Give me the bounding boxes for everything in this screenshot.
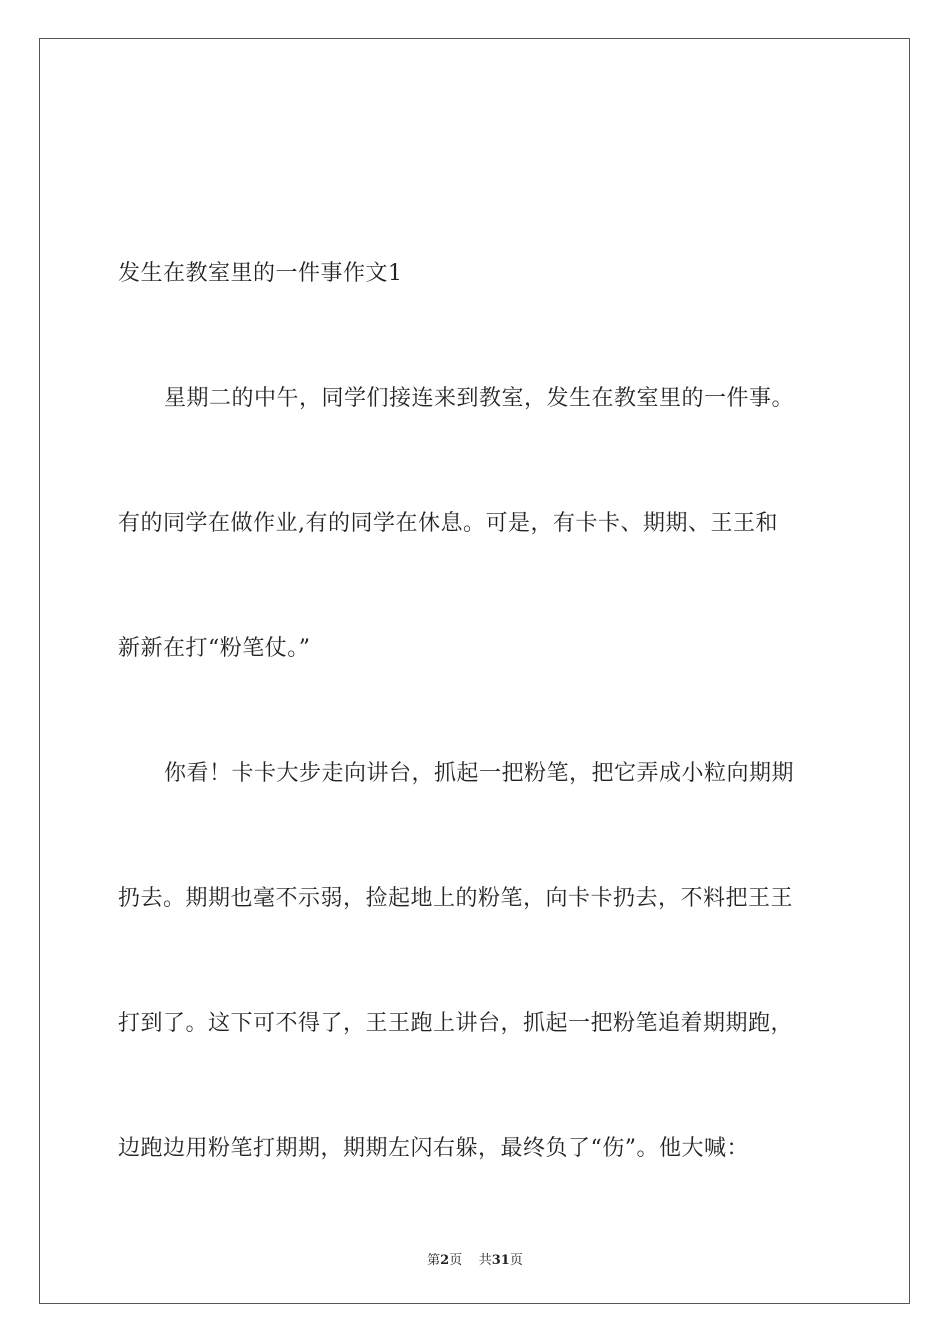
page-prefix: 第	[427, 1253, 441, 1268]
total-suffix: 页	[509, 1253, 523, 1268]
paragraph-line-1: 星期二的中午，同学们接连来到教室，发生在教室里的一件事。	[164, 386, 795, 411]
paragraph-line-7: 边跑边用粉笔打期期，期期左闪右躲，最终负了“伤”。他大喊：	[118, 1136, 749, 1161]
total-prefix: 共	[478, 1253, 492, 1268]
current-page-number: 2	[440, 1253, 450, 1268]
paragraph-line-6: 打到了。这下可不得了，王王跑上讲台，抓起一把粉笔追着期期跑，	[118, 1011, 794, 1036]
page-footer	[0, 1249, 950, 1268]
paragraph-line-2: 有的同学在做作业,有的同学在休息。可是，有卡卡、期期、王王和	[118, 511, 778, 536]
paragraph-line-4: 你看！卡卡大步走向讲台，抓起一把粉笔，把它弄成小粒向期期	[164, 761, 795, 786]
paragraph-line-5: 扔去。期期也毫不示弱，捡起地上的粉笔，向卡卡扔去，不料把王王	[118, 886, 794, 911]
paragraph-line-3: 新新在打“粉笔仗。”	[118, 636, 311, 661]
total-pages-number: 31	[491, 1253, 510, 1268]
page-suffix: 页	[449, 1253, 463, 1268]
document-title: 发生在教室里的一件事作文1	[118, 261, 403, 286]
page-frame	[39, 38, 910, 1304]
